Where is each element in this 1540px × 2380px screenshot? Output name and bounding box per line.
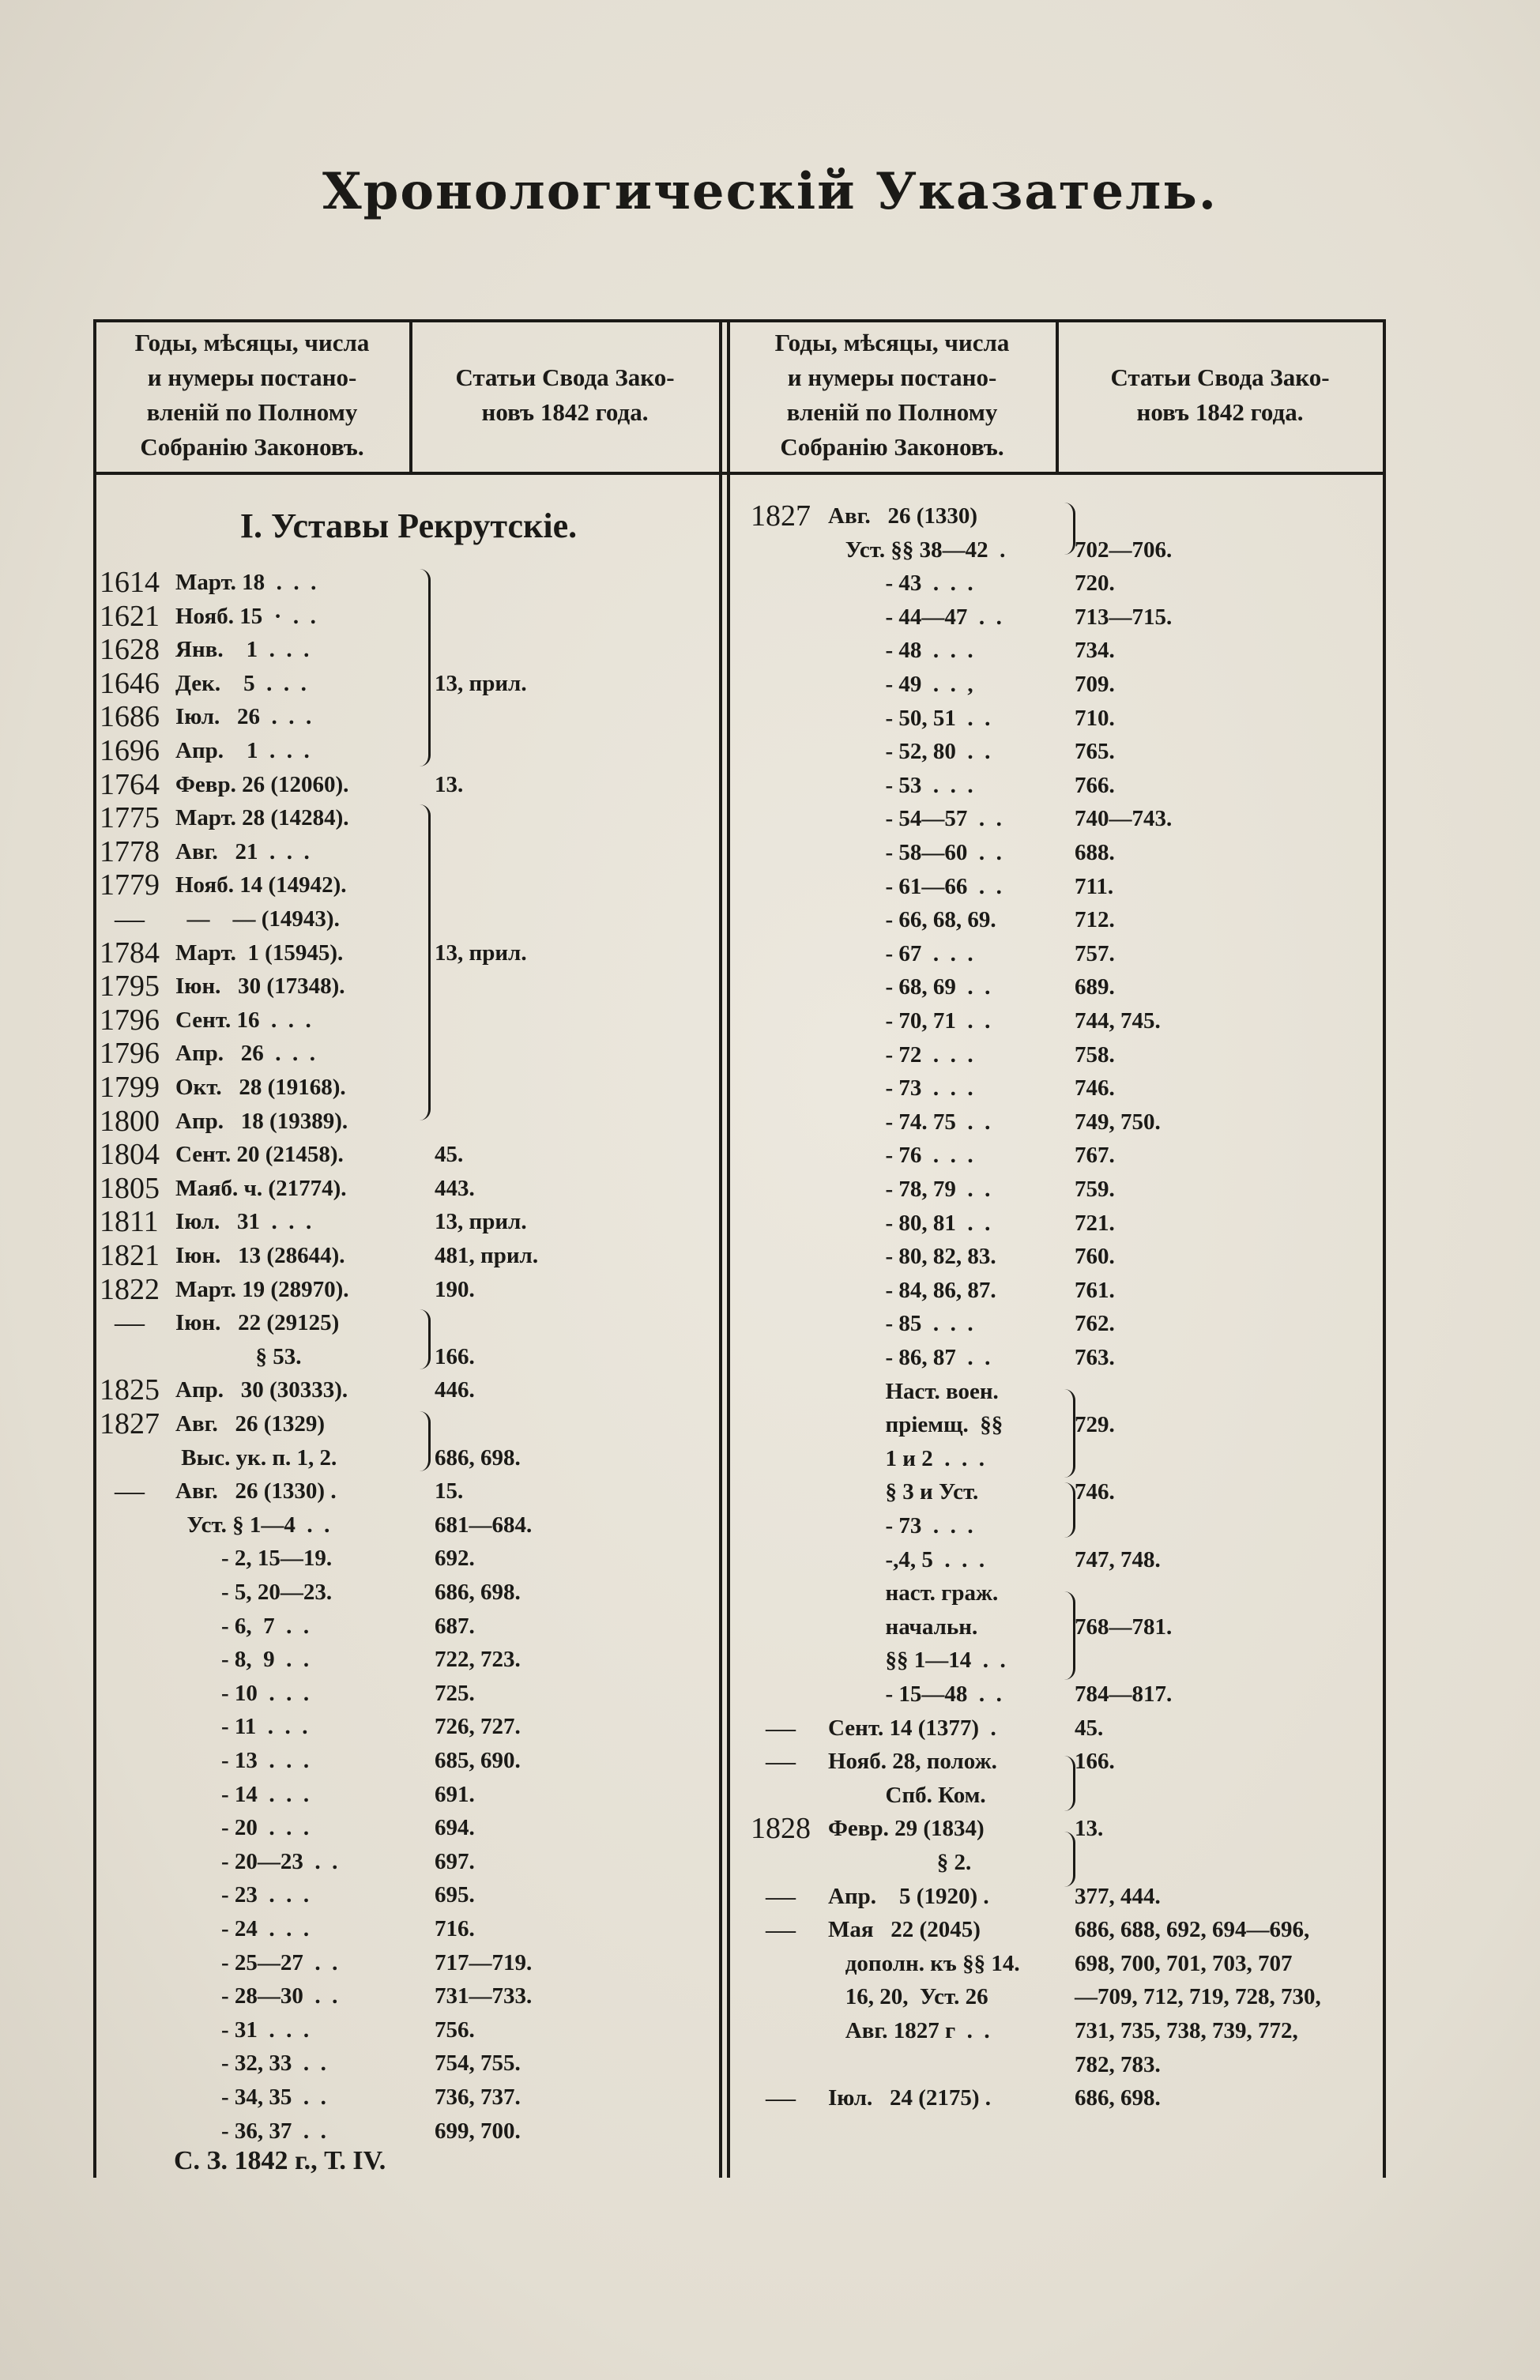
entry-articles: 13, прил. (435, 1209, 527, 1235)
entry-date-ref: Март. 19 (28970). (175, 1276, 349, 1302)
entry-date-ref: - 31 . . . (175, 2017, 310, 2043)
entry-date-ref: § 3 и Уст. (828, 1479, 979, 1505)
brace (417, 1411, 431, 1471)
header-right-articles: Статьи Свода Зако- новъ 1842 года. (1110, 363, 1330, 426)
entry-year: 1821 (100, 1239, 160, 1272)
entry-date-ref: Сент. 20 (21458). (175, 1142, 344, 1168)
entry-date-ref: Авг. 26 (1330) . (175, 1478, 337, 1504)
entry-date-ref: Авг. 21 . . . (175, 838, 310, 864)
entry-articles: 763. (1075, 1345, 1115, 1370)
header-left-dates: Годы, мѣсяцы, числа и нумеры постано- вленій по Полному Собранію Законовъ. (134, 329, 370, 461)
entry-year: 1822 (100, 1272, 160, 1306)
entry-date-ref: Уст. §§ 38—42 . (828, 537, 1006, 563)
entry-date-ref: - 28—30 . . (175, 1983, 338, 2009)
entry-date-ref: - 67 . . . (828, 940, 973, 966)
entry-articles: 756. (435, 2017, 475, 2043)
entry-articles: 749, 750. (1075, 1109, 1161, 1135)
entry-articles: 686, 698. (435, 1444, 521, 1471)
entry-articles: 746. (1075, 1479, 1115, 1505)
entry-articles: 712. (1075, 907, 1115, 933)
entry-date-ref: - 8, 9 . . (175, 1647, 310, 1673)
entry-date-ref: - 66, 68, 69. (828, 907, 996, 933)
entry-articles: 765. (1075, 739, 1115, 765)
entry-date-ref: - 43 . . . (828, 571, 973, 597)
entry-articles: 13, прил. (435, 670, 527, 696)
entry-date-ref: - 20—23 . . (175, 1848, 338, 1874)
entry-date-ref: Іюл. 26 . . . (175, 704, 312, 730)
entry-articles: 759. (1075, 1177, 1115, 1202)
entry-date-ref: - 85 . . . (828, 1311, 973, 1337)
page-title: Хронологическій Указатель. (322, 162, 1218, 221)
brace (1062, 1389, 1075, 1478)
entry-articles: 697. (435, 1848, 475, 1874)
entry-year: — (751, 1745, 796, 1779)
entry-year: 1805 (100, 1171, 160, 1205)
entry-date-ref: - 15—48 . . (828, 1681, 1002, 1707)
entry-year: 1614 (100, 566, 160, 599)
entry-date-ref: Іюл. 31 . . . (175, 1209, 312, 1235)
entry-date-ref: 16, 20, Уст. 26 (828, 1984, 988, 2010)
entry-year: 1796 (100, 1037, 160, 1071)
entry-date-ref: - 73 . . . (828, 1075, 973, 1102)
center-divider (719, 319, 722, 2178)
entry-articles: 757. (1075, 940, 1115, 966)
entry-date-ref: Іюн. 13 (28644). (175, 1243, 345, 1268)
entry-articles: 689. (1075, 974, 1115, 1000)
entry-date-ref: - 61—66 . . (828, 873, 1002, 899)
entry-date-ref: - 10 . . . (175, 1680, 310, 1706)
entry-articles: 694. (435, 1815, 475, 1841)
entry-year: 1764 (100, 767, 160, 801)
entry-year: — (100, 1306, 145, 1340)
entry-year: 1778 (100, 834, 160, 868)
entry-date-ref: Апр. 18 (19389). (175, 1108, 348, 1134)
entry-date-ref: - 84, 86, 87. (828, 1277, 996, 1303)
entry-date-ref: - 74. 75 . . (828, 1109, 991, 1135)
entry-articles: 729. (1075, 1412, 1115, 1438)
entry-year: 1825 (100, 1373, 160, 1407)
table-left-edge (93, 319, 96, 2178)
entry-articles: 760. (1075, 1244, 1115, 1270)
entry-year: 1686 (100, 700, 160, 734)
entry-articles: 686, 698. (435, 1580, 521, 1605)
entry-year: 1827 (100, 1407, 160, 1440)
entry-date-ref: пріемщ. §§ (828, 1412, 1003, 1438)
entry-articles: 720. (1075, 571, 1115, 597)
entry-articles: 446. (435, 1377, 475, 1403)
entry-year: 1795 (100, 970, 160, 1004)
entry-year: 1646 (100, 666, 160, 700)
entry-date-ref: - 23 . . . (175, 1882, 310, 1908)
entry-date-ref: Март. 28 (14284). (175, 805, 349, 831)
entry-date-ref: - 34, 35 . . (175, 2084, 326, 2110)
entry-articles: 699, 700. (435, 2118, 521, 2144)
entry-date-ref: Авг. 26 (1330) (828, 503, 978, 529)
entry-date-ref: - 49 . . , (828, 672, 973, 697)
entry-date-ref: - 2, 15—19. (175, 1546, 333, 1572)
entry-articles: 688. (1075, 840, 1115, 865)
entry-year: — (751, 1913, 796, 1947)
entry-date-ref: Февр. 26 (12060). (175, 771, 349, 797)
brace (1062, 503, 1075, 555)
entry-articles: 731, 735, 738, 739, 772, (1075, 2018, 1298, 2043)
entry-date-ref: 1 и 2 . . . (828, 1445, 985, 1471)
entry-date-ref: - 5, 20—23. (175, 1580, 333, 1605)
entry-articles: 731—733. (435, 1983, 533, 2009)
entry-date-ref: Авг. 1827 г . . (828, 2018, 990, 2043)
entry-articles: 758. (1075, 1041, 1115, 1068)
entry-articles: 744, 745. (1075, 1008, 1161, 1034)
brace (1062, 1591, 1075, 1680)
entry-date-ref: - 80, 82, 83. (828, 1244, 996, 1270)
entry-date-ref: Нояб. 15 · . . (175, 603, 316, 629)
entry-year: 1800 (100, 1104, 160, 1138)
header-left-articles: Статьи Свода Зако- новъ 1842 года. (455, 363, 675, 426)
entry-date-ref: Дек. 5 . . . (175, 670, 307, 696)
entry-articles: 13. (435, 771, 464, 797)
entry-year: 1811 (100, 1205, 159, 1239)
entry-date-ref: — — (14943). (175, 906, 340, 932)
entry-articles: 377, 444. (1075, 1883, 1161, 1909)
entry-year: — (751, 1879, 796, 1913)
entry-date-ref: Уст. § 1—4 . . (175, 1512, 330, 1538)
entry-articles: 725. (435, 1680, 475, 1706)
entry-date-ref: -,4, 5 . . . (828, 1546, 985, 1572)
entry-year: 1804 (100, 1138, 160, 1172)
entry-date-ref: - 24 . . . (175, 1916, 310, 1941)
entry-articles: 717—719. (435, 1949, 533, 1975)
entry-year: — (100, 902, 145, 936)
center-divider-2 (727, 319, 730, 2178)
entry-year: — (751, 1711, 796, 1745)
entry-articles: 734. (1075, 638, 1115, 664)
entry-date-ref: Окт. 28 (19168). (175, 1075, 346, 1100)
entry-articles: 686, 698. (1075, 2085, 1161, 2111)
table-right-edge (1383, 319, 1386, 2178)
entry-articles: 45. (435, 1142, 464, 1168)
entry-articles: 166. (435, 1343, 475, 1369)
entry-year: 1628 (100, 633, 160, 667)
entry-date-ref: Выс. ук. п. 1, 2. (175, 1444, 337, 1471)
entry-date-ref: - 50, 51 . . (828, 705, 991, 731)
entry-date-ref: - 14 . . . (175, 1781, 310, 1807)
brace (417, 569, 431, 766)
entry-articles: 443. (435, 1175, 475, 1201)
page-footer: С. З. 1842 г., Т. IV. (174, 2146, 386, 2175)
entry-articles: 713—715. (1075, 604, 1173, 630)
entry-date-ref: - 68, 69 . . (828, 974, 991, 1000)
entry-articles: 695. (435, 1882, 475, 1908)
entry-articles: 710. (1075, 705, 1115, 731)
entry-date-ref: - 73 . . . (828, 1513, 973, 1538)
entry-date-ref: Янв. 1 . . . (175, 637, 310, 663)
entry-articles: 767. (1075, 1143, 1115, 1169)
entry-date-ref: - 48 . . . (828, 638, 973, 664)
entry-articles: —709, 712, 719, 728, 730, (1075, 1984, 1321, 2010)
entry-date-ref: - 86, 87 . . (828, 1345, 991, 1370)
entry-date-ref: Апр. 5 (1920) . (828, 1883, 989, 1909)
entry-articles: 754, 755. (435, 2050, 521, 2077)
table-top-rule (93, 319, 1386, 322)
entry-date-ref: § 53. (175, 1343, 302, 1369)
entry-year: — (100, 1474, 145, 1508)
entry-date-ref: начальн. (828, 1614, 978, 1640)
entry-articles: 726, 727. (435, 1714, 521, 1740)
entry-articles: 15. (435, 1478, 464, 1504)
entry-date-ref: Апр. 26 . . . (175, 1041, 316, 1067)
entry-year: — (751, 2081, 796, 2115)
brace (1062, 1482, 1075, 1538)
entry-date-ref: Іюн. 22 (29125) (175, 1310, 340, 1336)
entry-articles: 762. (1075, 1311, 1115, 1337)
entry-articles: 761. (1075, 1277, 1115, 1303)
entry-date-ref: Сент. 16 . . . (175, 1007, 311, 1033)
entry-date-ref: Спб. Ком. (828, 1782, 986, 1808)
section-title: I. Уставы Рекрутскіе. (239, 507, 578, 545)
entry-date-ref: Март. 18 . . . (175, 570, 317, 595)
entry-articles: 746. (1075, 1075, 1115, 1102)
entry-date-ref: - 44—47 . . (828, 604, 1002, 630)
entry-articles: 784—817. (1075, 1681, 1173, 1707)
entry-date-ref: Наст. воен. (828, 1378, 999, 1404)
brace (1062, 1756, 1075, 1811)
entry-date-ref: - 78, 79 . . (828, 1177, 991, 1202)
entry-date-ref: Авг. 26 (1329) (175, 1411, 326, 1437)
entry-articles: 13, прил. (435, 940, 527, 966)
entry-date-ref: дополн. къ §§ 14. (828, 1950, 1020, 1976)
entry-articles: 685, 690. (435, 1748, 521, 1773)
entry-date-ref: - 25—27 . . (175, 1949, 338, 1975)
entry-date-ref: Март. 1 (15945). (175, 940, 344, 966)
entry-articles: 190. (435, 1276, 475, 1302)
entry-articles: 691. (435, 1781, 475, 1807)
entry-year: 1779 (100, 868, 160, 902)
entry-year: 1827 (751, 499, 811, 533)
entry-date-ref: Сент. 14 (1377) . (828, 1715, 996, 1741)
entry-articles: 698, 700, 701, 703, 707 (1075, 1950, 1293, 1976)
entry-year: 1828 (751, 1812, 811, 1846)
entry-date-ref: Мая 22 (2045) (828, 1917, 981, 1943)
entry-articles: 166. (1075, 1749, 1115, 1775)
entry-date-ref: - 58—60 . . (828, 840, 1002, 865)
entry-date-ref: Нояб. 28, полож. (828, 1749, 997, 1775)
entry-date-ref: § 2. (828, 1850, 972, 1875)
entry-articles: 45. (1075, 1715, 1104, 1741)
entry-date-ref: - 54—57 . . (828, 806, 1002, 832)
entry-date-ref: Маяб. ч. (21774). (175, 1175, 347, 1201)
entry-date-ref: - 6, 7 . . (175, 1613, 310, 1639)
entry-articles: 681—684. (435, 1512, 533, 1538)
entry-articles: 687. (435, 1613, 475, 1639)
entry-date-ref: - 32, 33 . . (175, 2050, 326, 2077)
entry-articles: 692. (435, 1546, 475, 1572)
entry-date-ref: - 72 . . . (828, 1041, 973, 1068)
entry-date-ref: - 76 . . . (828, 1143, 973, 1169)
entry-articles: 768—781. (1075, 1614, 1173, 1640)
entry-year: 1796 (100, 1003, 160, 1037)
entry-date-ref: Нояб. 14 (14942). (175, 872, 347, 898)
entry-articles: 716. (435, 1916, 475, 1941)
brace (417, 804, 431, 1120)
table-header-rule (93, 472, 1386, 475)
entry-articles: 736, 737. (435, 2084, 521, 2110)
entry-year: 1799 (100, 1071, 160, 1104)
entry-date-ref: Іюн. 30 (17348). (175, 973, 345, 1000)
entry-articles: 721. (1075, 1210, 1115, 1236)
brace (417, 1309, 431, 1369)
entry-date-ref: - 36, 37 . . (175, 2118, 326, 2144)
entry-date-ref: Іюл. 24 (2175) . (828, 2085, 992, 2111)
entry-date-ref: - 53 . . . (828, 772, 973, 798)
entry-articles: 481, прил. (435, 1243, 539, 1268)
entry-articles: 711. (1075, 873, 1114, 899)
entry-articles: 686, 688, 692, 694—696, (1075, 1917, 1310, 1943)
entry-articles: 13. (1075, 1816, 1104, 1842)
entry-date-ref: - 70, 71 . . (828, 1008, 991, 1034)
header-right-dates: Годы, мѣсяцы, числа и нумеры постано- вленій по Полному Собранію Законовъ. (774, 329, 1010, 461)
entry-year: 1696 (100, 734, 160, 767)
entry-date-ref: - 52, 80 . . (828, 739, 991, 765)
entry-date-ref: наст. граж. (828, 1580, 999, 1606)
entry-year: 1784 (100, 936, 160, 970)
entry-articles: 702—706. (1075, 537, 1173, 563)
entry-articles: 709. (1075, 672, 1115, 697)
entry-articles: 782, 783. (1075, 2051, 1161, 2077)
entry-date-ref: - 11 . . . (175, 1714, 308, 1740)
entry-year: 1621 (100, 599, 160, 633)
entry-articles: 766. (1075, 772, 1115, 798)
entry-date-ref: - 20 . . . (175, 1815, 310, 1841)
entry-date-ref: Апр. 1 . . . (175, 738, 310, 763)
entry-year: 1775 (100, 801, 160, 835)
entry-date-ref: - 13 . . . (175, 1748, 310, 1773)
brace (1062, 1832, 1075, 1887)
entry-articles: 740—743. (1075, 806, 1173, 832)
entry-date-ref: Апр. 30 (30333). (175, 1377, 348, 1403)
entry-articles: 722, 723. (435, 1647, 521, 1673)
entry-articles: 747, 748. (1075, 1546, 1161, 1572)
entry-date-ref: - 80, 81 . . (828, 1210, 991, 1236)
entry-date-ref: Февр. 29 (1834) (828, 1816, 985, 1842)
entry-date-ref: §§ 1—14 . . (828, 1648, 1006, 1674)
